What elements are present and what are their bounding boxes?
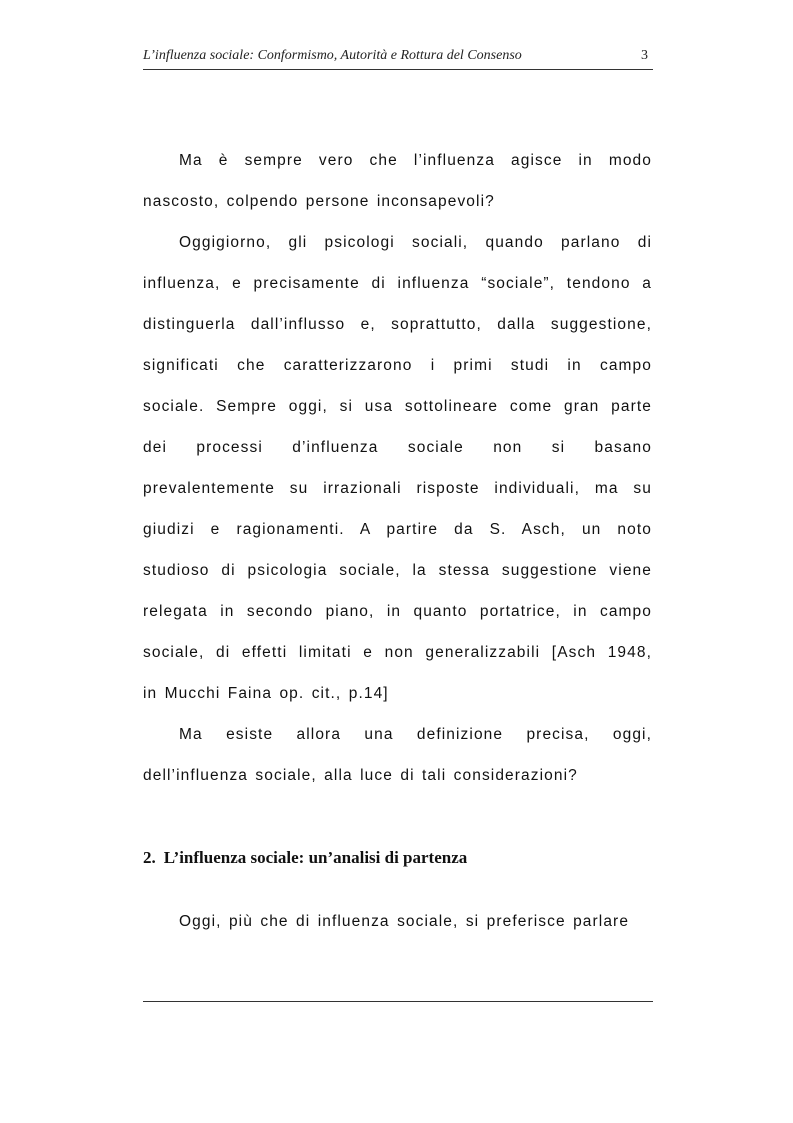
section-number: 2. (143, 848, 156, 867)
text-line: significati che caratterizzarono i primi studi in campo (143, 357, 652, 374)
page-number: 3 (641, 48, 648, 63)
text-line: dei processi d’influenza sociale non si basano (143, 439, 652, 456)
text-line: dell’influenza sociale, alla luce di tali considerazioni? (143, 767, 578, 784)
text-line: distinguerla dall’influsso e, soprattutto, dalla suggestione, (143, 316, 652, 333)
section-title: L’influenza sociale: un’analisi di partenza (163, 848, 468, 867)
text-line: nascosto, colpendo persone inconsapevoli? (143, 193, 495, 210)
header-rule (143, 69, 653, 70)
text-line: Oggi, più che di influenza sociale, si preferisce parlare (179, 913, 630, 930)
text-line: in Mucchi Faina op. cit., p.14] (143, 685, 389, 702)
text-line: giudizi e ragionamenti. A partire da S. Asch, un noto (143, 521, 652, 538)
text-line: sociale. Sempre oggi, si usa sottolineare come gran parte (143, 398, 652, 415)
text-line: studioso di psicologia sociale, la stessa suggestione viene (143, 562, 652, 579)
text-line: Ma è sempre vero che l’influenza agisce in modo (179, 152, 652, 169)
text-line: Oggigiorno, gli psicologi sociali, quando parlano di (179, 234, 652, 251)
text-line: sociale, di effetti limitati e non generalizzabili [Asch 1948, (143, 644, 652, 661)
footer-rule (143, 1001, 653, 1002)
text-line: relegata in secondo piano, in quanto portatrice, in campo (143, 603, 652, 620)
text-line: prevalentemente su irrazionali risposte individuali, ma su (143, 480, 652, 497)
text-line: Ma esiste allora una definizione precisa, oggi, (179, 726, 652, 743)
section-heading (143, 848, 467, 868)
text-line: influenza, e precisamente di influenza “sociale”, tendono a (143, 275, 652, 292)
running-title: L’influenza sociale: Conformismo, Autorità e Rottura del Consenso (143, 48, 522, 63)
